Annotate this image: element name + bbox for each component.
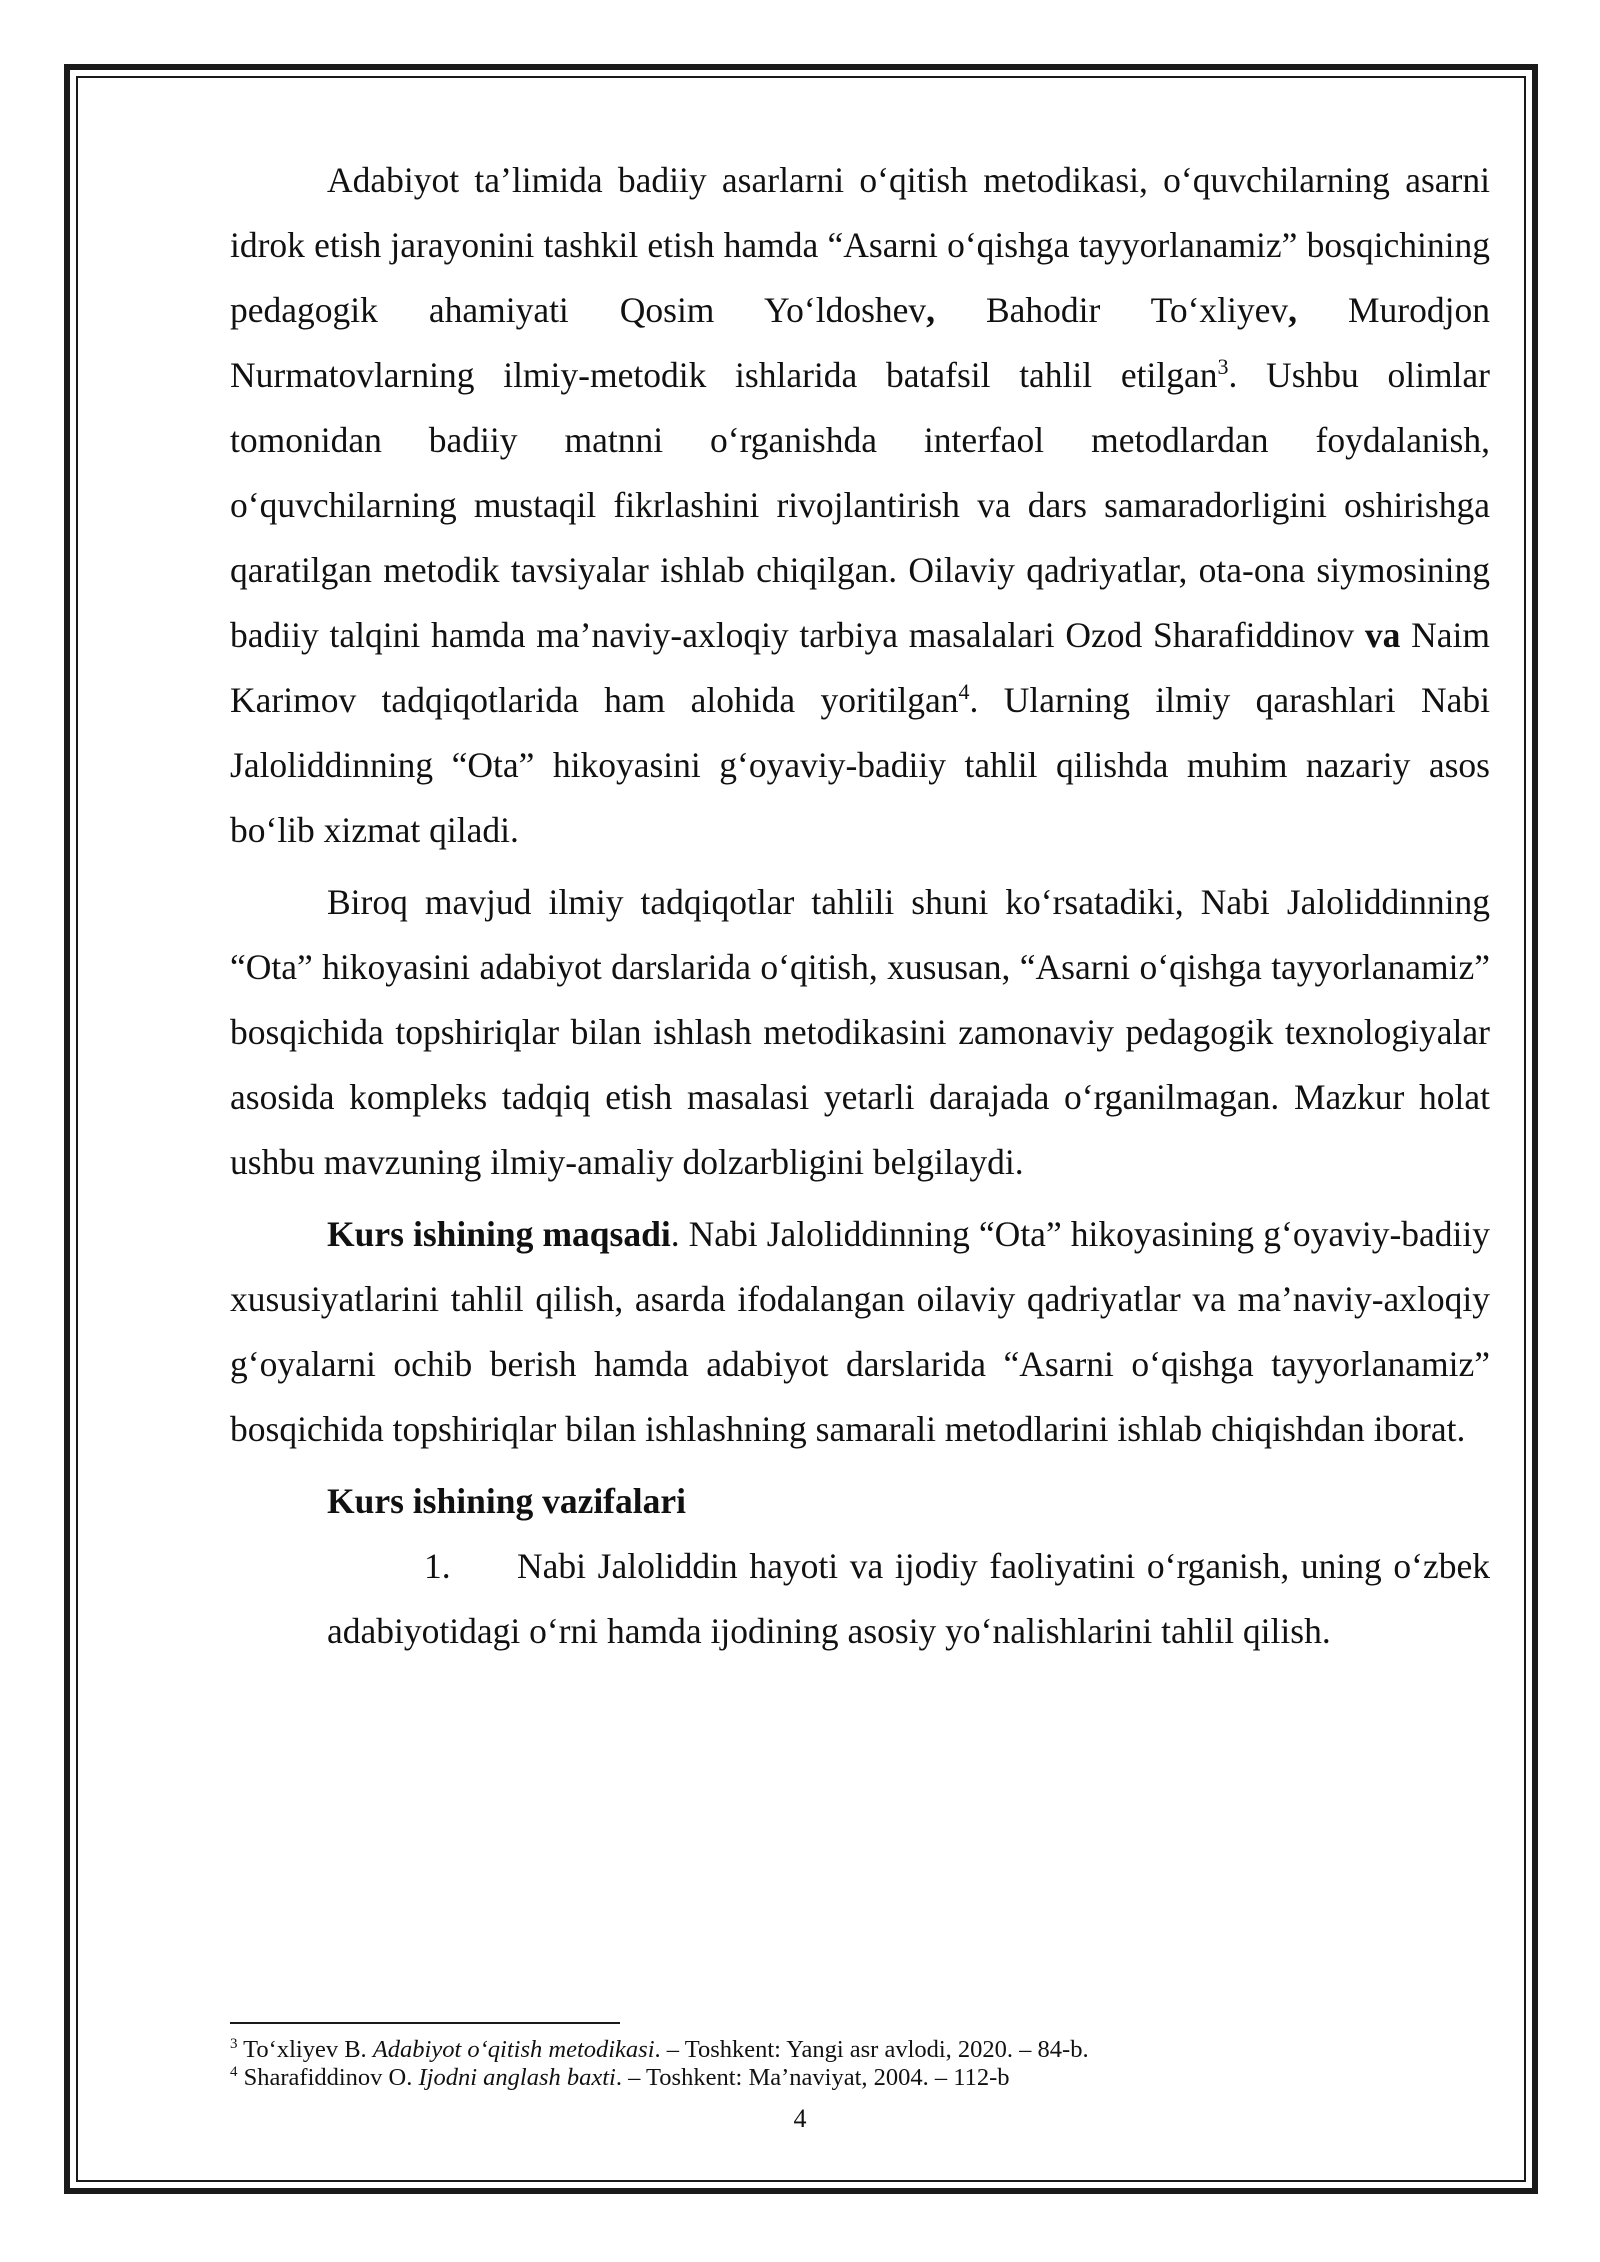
footnote-separator [230,2022,620,2024]
footnotes [230,2036,1490,2092]
footnote-ref-3[interactable]: 3 [1217,354,1229,380]
paragraph-literature-review [230,148,1490,863]
document-body [230,148,1490,1671]
footnote-publication: . – Toshkent: Yangi asr avlodi, 2020. – 84-b. [654,2036,1089,2063]
footnote-author: Sharafiddinov O. [237,2064,419,2091]
page-number: 4 [793,2104,807,2133]
footnote-publication: . – Toshkent: Ma’naviyat, 2004. – 112-b [615,2064,1010,2091]
footnote-author: To‘xliyev B. [237,2036,373,2063]
paragraph-course-goal [230,1202,1490,1462]
bold-comma: , [1288,290,1298,330]
paragraph-text: . Ularning ilmiy qarashlari Nabi Jaloliddinning “Ota” hikoyasini g‘oyaviy-badiiy tahlil qilishda muhim nazariy asos bo‘lib xizmat qiladi. [230,680,1490,850]
paragraph-text: Murodjon Nurmatovlarning ilmiy-metodik ishlarida batafsil tahlil etilgan [230,290,1490,395]
list-item-text: Nabi Jaloliddin hayoti va ijodiy faoliyatini o‘rganish, uning o‘zbek adabiyotidagi o‘rni hamda ijodining asosiy yo‘nalishlarini tahlil qilish. [327,1546,1490,1651]
paragraph-text: Naim Karimov tadqiqotlarida ham alohida yoritilgan [230,615,1490,720]
bold-conjunction: va [1364,615,1401,655]
paragraph-text: Adabiyot ta’limida badiiy asarlarni o‘qitish metodikasi, o‘quvchilarning asarni idrok etish jarayonini tashkil etish hamda “Asarni o‘qishga tayyorlanamiz” bosqichining pedagogik ahamiyati Qosim Yo‘ldoshev [230,160,1490,330]
paragraph-text: . Ushbu olimlar tomonidan badiiy matnni o‘rganishda interfaol metodlardan foydalanish, o‘quvchilarning mustaqil fikrlashini rivojlantirish va dars samaradorligini oshirishga qaratilgan metodik tavsiyalar ishlab chiqilgan. Oilaviy qadriyatlar, ota-ona siymosining badiiy talqini hamda ma’naviy-axloqiy tarbiya masalalari Ozod Sharafiddinov [230,355,1491,655]
tasks-heading-text: Kurs ishining vazifalari [327,1481,686,1521]
footnote-mark: 4 [230,2063,238,2080]
paragraph-text: Bahodir To‘xliyev [935,290,1289,330]
list-item-number: 1. [424,1546,451,1586]
footnote-mark: 3 [230,2035,238,2052]
list-item [327,1534,1490,1664]
tasks-heading [230,1469,1490,1534]
footnote-4 [230,2064,1490,2092]
footnote-3 [230,2036,1490,2064]
footnote-ref-4[interactable]: 4 [958,679,970,705]
bold-comma: , [926,290,936,330]
paragraph-research-gap: Biroq mavjud ilmiy tadqiqotlar tahlili shuni ko‘rsatadiki, Nabi Jaloliddinning “Ota” hikoyasini adabiyot darslarida o‘qitish, xususan, “Asarni o‘qishga tayyorlanamiz” bosqichida topshiriqlar bilan ishlash metodikasini zamonaviy pedagogik texnologiyalar asosida kompleks tadqiq etish masalasi yetarli darajada o‘rganilmagan. Mazkur holat ushbu mavzuning ilmiy-amaliy dolzarbligini belgilaydi. [230,882,1490,1182]
goal-heading: Kurs ishining maqsadi [327,1214,671,1254]
paragraph-text: . Nabi Jaloliddinning “Ota” hikoyasining g‘oyaviy-badiiy xususiyatlarini tahlil qilish, asarda ifodalangan oilaviy qadriyatlar va ma’naviy-axloqiy g‘oyalarni ochib berish hamda adabiyot darslarida “Asarni o‘qishga tayyorlanamiz” bosqichida topshiriqlar bilan ishlashning samarali metodlarini ishlab chiqishdan iborat. [230,1214,1490,1449]
footnote-title: Adabiyot o‘qitish metodikasi [372,2036,655,2063]
footnote-title: Ijodni anglash baxti [418,2064,616,2091]
